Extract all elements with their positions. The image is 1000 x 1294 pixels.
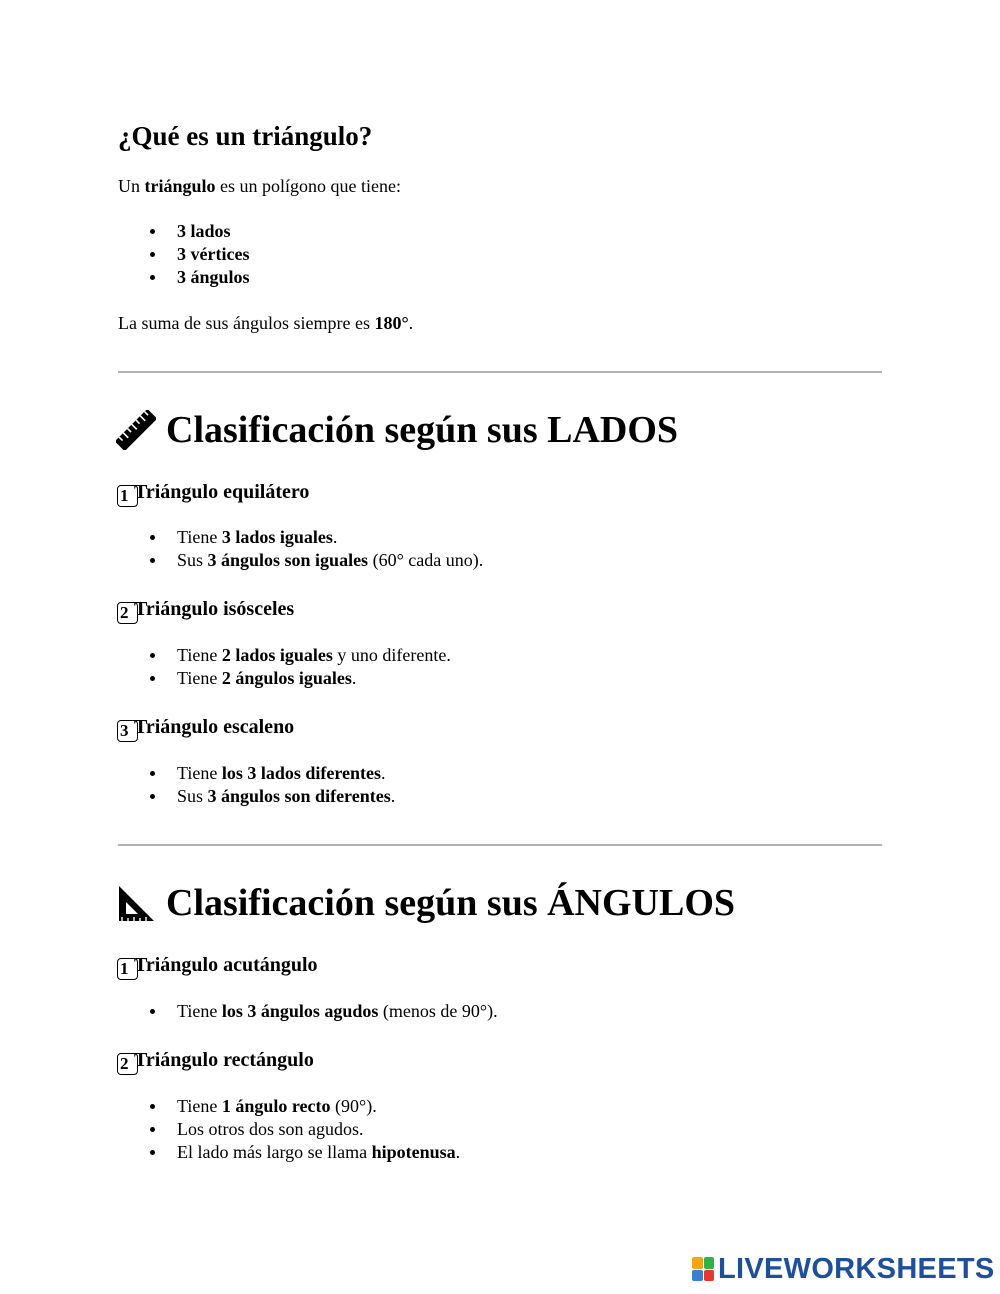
sides-title: Clasificación según sus LADOS (166, 409, 679, 451)
right-title: 2 Triángulo rectángulo (117, 1048, 314, 1075)
list-item: El lado más largo se llama hipotenusa. (118, 1141, 460, 1164)
list-item: Tiene 1 ángulo recto (90°). (118, 1095, 460, 1118)
sides-heading (116, 408, 678, 452)
number-badge: 1 (117, 485, 138, 507)
intro-list (118, 220, 250, 289)
set-square-icon (116, 883, 156, 923)
list-item: Los otros dos son agudos. (118, 1118, 460, 1141)
list-item: Tiene 2 ángulos iguales. (118, 667, 451, 690)
logo-mark-icon (692, 1257, 714, 1281)
ruler-icon (116, 410, 156, 450)
scalene-title: 3 Triángulo escaleno (117, 715, 294, 742)
right-list (118, 1095, 460, 1164)
equilateral-title: 1 Triángulo equilátero (117, 480, 309, 507)
list-item: 3 ángulos (118, 266, 250, 289)
number-badge: 2 (117, 602, 138, 624)
list-item: Sus 3 ángulos son diferentes. (118, 785, 395, 808)
logo-text: LIVEWORKSHEETS (718, 1252, 995, 1285)
list-item: Tiene 3 lados iguales. (118, 526, 483, 549)
list-item: Tiene los 3 lados diferentes. (118, 762, 395, 785)
acute-title: 1 Triángulo acutángulo (117, 953, 318, 980)
list-item: 3 lados (118, 220, 250, 243)
intro-title: ¿Qué es un triángulo? (118, 121, 373, 151)
number-badge: 3 (117, 720, 138, 742)
number-badge: 1 (117, 958, 138, 980)
number-badge: 2 (117, 1053, 138, 1075)
list-item: Tiene 2 lados iguales y uno diferente. (118, 644, 451, 667)
section-divider (118, 844, 882, 846)
angles-heading (116, 881, 735, 925)
angles-title: Clasificación según sus ÁNGULOS (166, 882, 736, 924)
intro-definition: Un triángulo es un polígono que tiene: (118, 176, 401, 196)
acute-list (118, 1000, 498, 1023)
isosceles-title: 2 Triángulo isósceles (117, 597, 294, 624)
list-item: 3 vértices (118, 243, 250, 266)
list-item: Tiene los 3 ángulos agudos (menos de 90°). (118, 1000, 498, 1023)
scalene-list (118, 762, 395, 808)
isosceles-list (118, 644, 451, 690)
equilateral-list (118, 526, 483, 572)
liveworksheets-logo[interactable] (692, 1253, 995, 1285)
intro-sum: La suma de sus ángulos siempre es 180°. (118, 313, 414, 333)
list-item: Sus 3 ángulos son iguales (60° cada uno). (118, 549, 483, 572)
section-divider (118, 371, 882, 373)
